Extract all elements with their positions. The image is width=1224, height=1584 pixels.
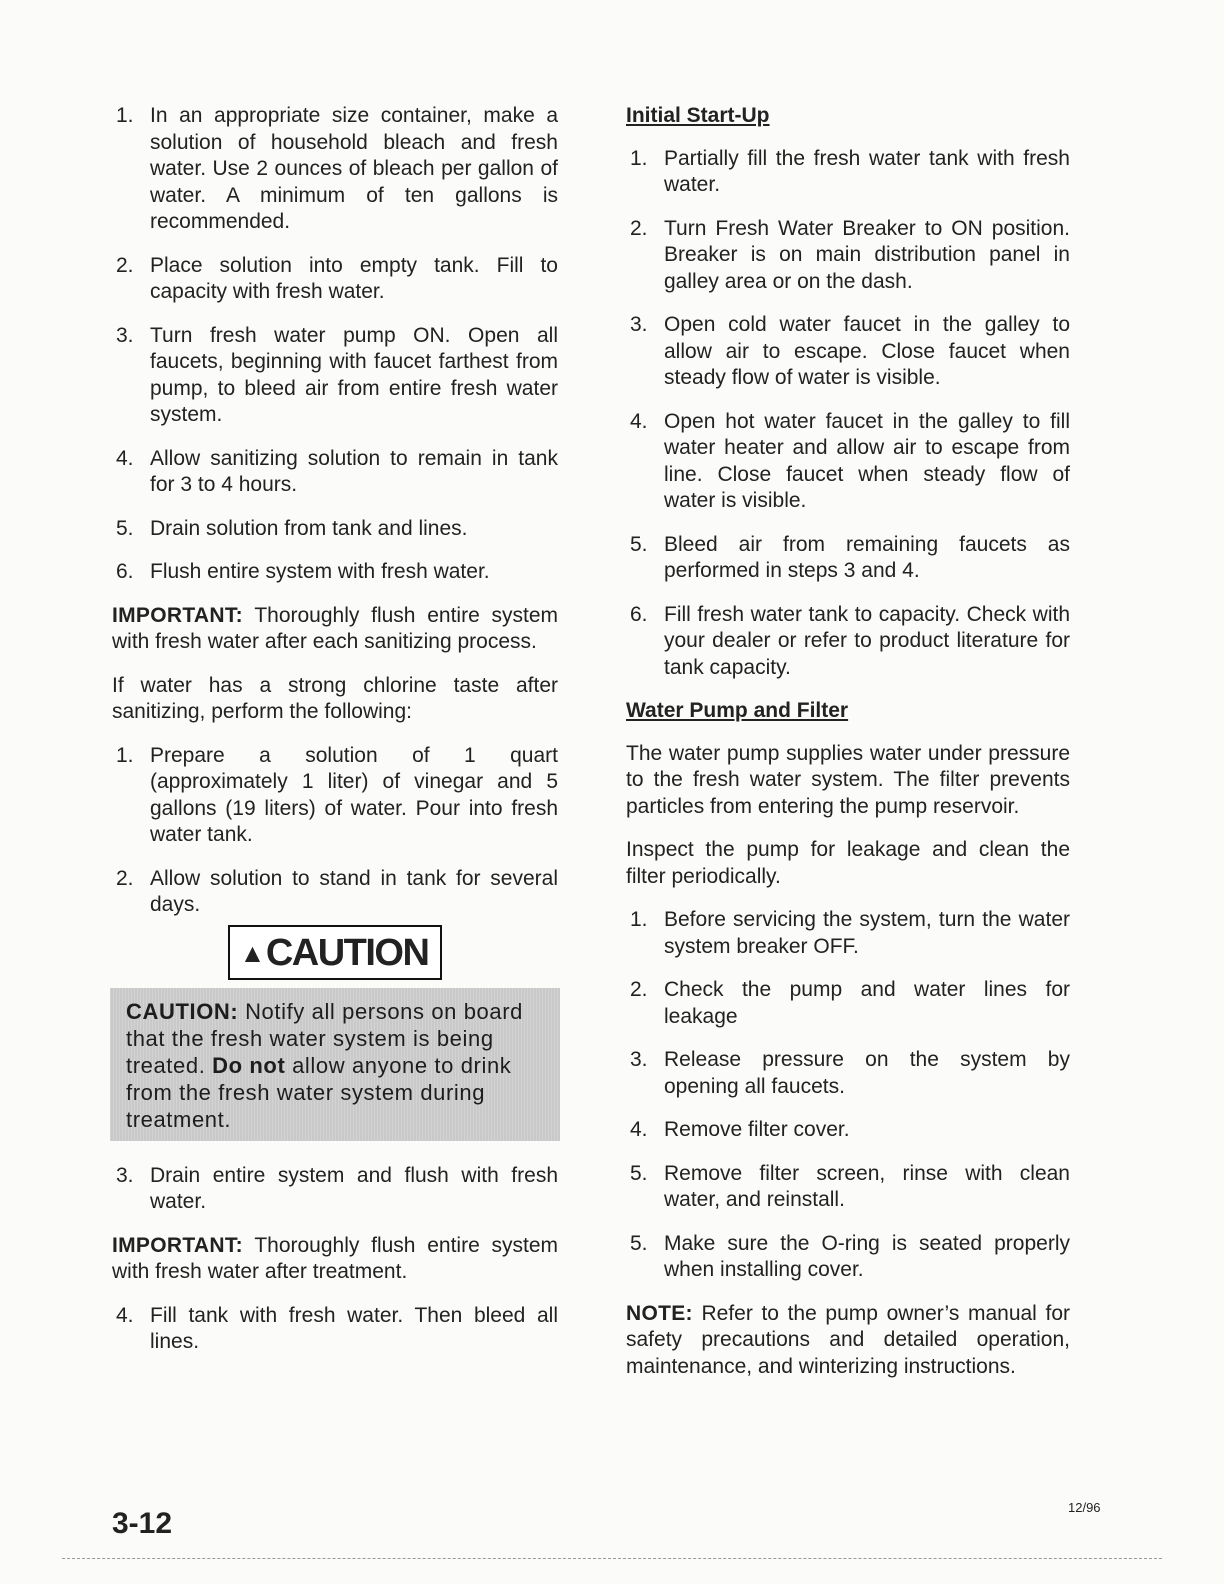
list-item: 4. Allow sanitizing solution to remain in tank for 3 to 4 hours.: [116, 446, 558, 496]
list-item: 2. Turn Fresh Water Breaker to ON position. Breaker is on main distribution panel in galley area or on the dash.: [630, 216, 1070, 293]
important-note: IMPORTANT: Thoroughly flush entire system with fresh water after each sanitizing process.: [112, 603, 558, 653]
list-item: 4. Remove filter cover.: [630, 1118, 850, 1141]
vinegar-steps: [112, 743, 558, 919]
chlorine-intro: If water has a strong chlorine taste after sanitizing, perform the following:: [112, 673, 558, 723]
left-column: [112, 103, 558, 1373]
pump-inspect: Inspect the pump for leakage and clean the filter periodically.: [626, 838, 1070, 888]
footer-rule: [62, 1558, 1162, 1559]
pump-steps: [626, 907, 1070, 1284]
list-item: 3. Turn fresh water pump ON. Open all faucets, beginning with faucet farthest from pump, to bleed air from entire fresh water system.: [116, 323, 558, 426]
list-item: 6. Fill fresh water tank to capacity. Check with your dealer or refer to product literature for tank capacity.: [630, 602, 1070, 679]
list-item: 4. Fill tank with fresh water. Then bleed all lines.: [116, 1303, 558, 1353]
list-item: 5. Bleed air from remaining faucets as performed in steps 3 and 4.: [630, 532, 1070, 582]
list-item: 3. Release pressure on the system by opening all faucets.: [630, 1048, 1070, 1098]
list-item: 2. Check the pump and water lines for leakage: [630, 978, 1070, 1028]
list-item: 1. In an appropriate size container, make a solution of household bleach and fresh water. Use 2 ounces of bleach per gallon of water. A minimum of ten gallons is recommended.: [116, 104, 558, 233]
section-heading-startup: Initial Start-Up: [626, 104, 770, 127]
fill-steps: [112, 1303, 558, 1356]
list-item: 3. Open cold water faucet in the galley to allow air to escape. Close faucet when steady flow of water is visible.: [630, 313, 1070, 389]
list-item: 1. Prepare a solution of 1 quart (approximately 1 liter) of vinegar and 5 gallons (19 liters) of water. Pour into fresh water tank.: [116, 743, 558, 846]
flush-steps: [112, 1163, 558, 1216]
list-item: 5. Make sure the O-ring is seated properly when installing cover.: [630, 1231, 1070, 1281]
right-column: [626, 103, 1070, 1397]
warning-triangle-icon: ▲: [239, 937, 264, 968]
caution-header-wrap: [112, 925, 558, 980]
page-number: 3-12: [112, 1507, 173, 1540]
list-item: 4. Open hot water faucet in the galley to fill water heater and allow air to escape from line. Close faucet when steady flow of water is visible.: [630, 409, 1070, 512]
important-note: IMPORTANT: Thoroughly flush entire system with fresh water after treatment.: [112, 1233, 558, 1283]
list-item: 2. Allow solution to stand in tank for several days.: [116, 866, 558, 916]
caution-header: ▲CAUTION: [228, 925, 443, 980]
startup-steps: [626, 146, 1070, 682]
list-item: 3. Drain entire system and flush with fresh water.: [116, 1163, 558, 1213]
list-item: 6. Flush entire system with fresh water.: [116, 560, 490, 583]
list-item: 1. Partially fill the fresh water tank with fresh water.: [630, 146, 1070, 196]
sanitize-steps: [112, 103, 558, 586]
section-heading-pump: Water Pump and Filter: [626, 699, 849, 722]
list-item: 5. Remove filter screen, rinse with clean water, and reinstall.: [630, 1161, 1070, 1211]
list-item: 1. Before servicing the system, turn the water system breaker OFF.: [630, 908, 1070, 958]
list-item: 5. Drain solution from tank and lines.: [116, 516, 468, 540]
note: NOTE: Refer to the pump owner’s manual for safety precautions and detailed operation, maintenance, and winterizing instructions.: [626, 1301, 1070, 1378]
list-item: 2. Place solution into empty tank. Fill to capacity with fresh water.: [116, 253, 558, 303]
revision-date: 12/96: [1068, 1500, 1101, 1515]
caution-box: CAUTION: Notify all persons on board that the fresh water system is being treated. Do not allow anyone to drink from the fresh water system during treatment.: [110, 988, 560, 1141]
pump-description: The water pump supplies water under pressure to the fresh water system. The filter prevents particles from entering the pump reservoir.: [626, 741, 1070, 818]
